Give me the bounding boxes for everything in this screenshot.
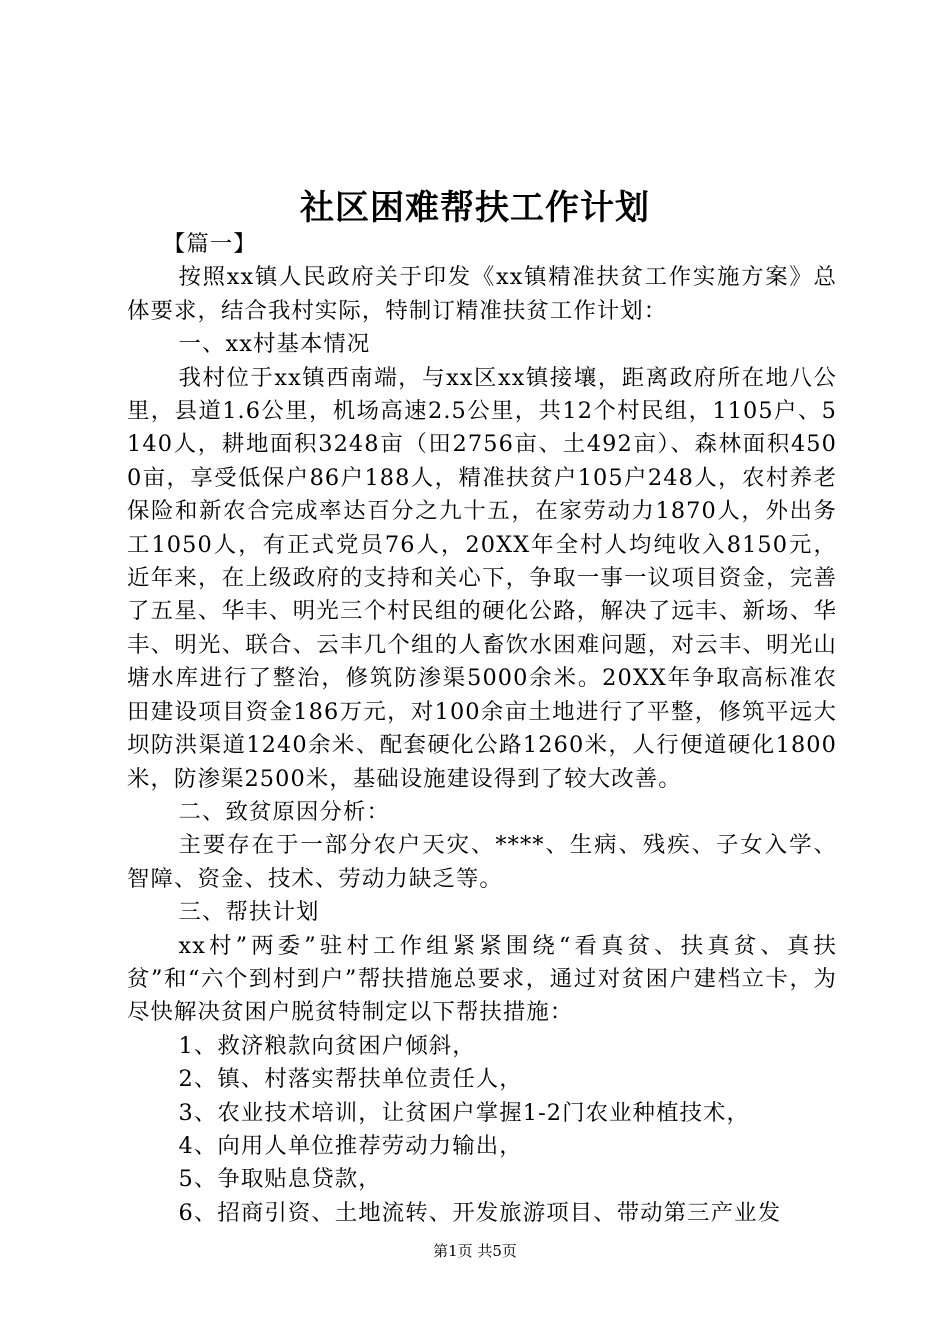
list-item: 2、镇、村落实帮扶单位责任人， (178, 1066, 523, 1093)
document-title: 社区困难帮扶工作计划 (300, 188, 650, 228)
paragraph: 主要存在于一部分农户天灾、****、生病、残疾、子女入学、智障、资金、技术、劳动力缺乏等。 (127, 832, 837, 892)
list-item: 5、争取贴息贷款， (178, 1166, 382, 1193)
list-item: 1、救济粮款向贫困户倾斜， (178, 1032, 476, 1059)
list-item: 3、农业技术培训，让贫困户掌握1-2门农业种植技术， (178, 1099, 751, 1126)
section-label: 【篇一】 (162, 231, 257, 257)
paragraph: xx村”两委”驻村工作组紧紧围绕“看真贫、扶真贫、真扶贫”和“六个到村到户”帮扶措施总要求，通过对贫困户建档立卡，为尽快解决贫困户脱贫特制定以下帮扶措施： (127, 932, 837, 1026)
section-heading: 二、致贫原因分析： (178, 798, 390, 825)
section-heading: 一、xx村基本情况 (178, 331, 371, 358)
list-item: 4、向用人单位推荐劳动力输出， (178, 1132, 523, 1159)
list-item: 6、招商引资、土地流转、开发旅游项目、带动第三产业发 (178, 1199, 782, 1226)
page-footer: 第1页 共5页 (433, 1242, 517, 1260)
document-body (127, 228, 837, 1230)
paragraph: 我村位于xx镇西南端，与xx区xx镇接壤，距离政府所在地八公里，县道1.6公里，机场高速2.5公里，共12个村民组，1105户、5140人，耕地面积3248亩（田2756亩、土492亩）、森林面积4500亩，享受低保户86户188人，精准扶贫户105户248人，农村养老保险和新农合完成率达百分之九十五，在家劳动力1870人，外出务工1050人，有正式党员76人，20XX年全村人均纯收入8150元，近年来，在上级政府的支持和关心下，争取一事一议项目资金，完善了五星、华丰、明光三个村民组的硬化公路，解决了远丰、新场、华丰、明光、联合、云丰几个组的人畜饮水困难问题，对云丰、明光山塘水库进行了整治，修筑防渗渠5000余米。20XX年争取高标准农田建设项目资金186万元，对100余亩土地进行了平整，修筑平远大坝防洪渠道1240余米、配套硬化公路1260米，人行便道硬化1800米，防渗渠2500米，基础设施建设得到了较大改善。 (127, 364, 837, 792)
section-heading: 三、帮扶计划 (178, 899, 320, 926)
paragraph: 按照xx镇人民政府关于印发《xx镇精准扶贫工作实施方案》总体要求，结合我村实际，特制订精准扶贫工作计划： (127, 264, 837, 324)
